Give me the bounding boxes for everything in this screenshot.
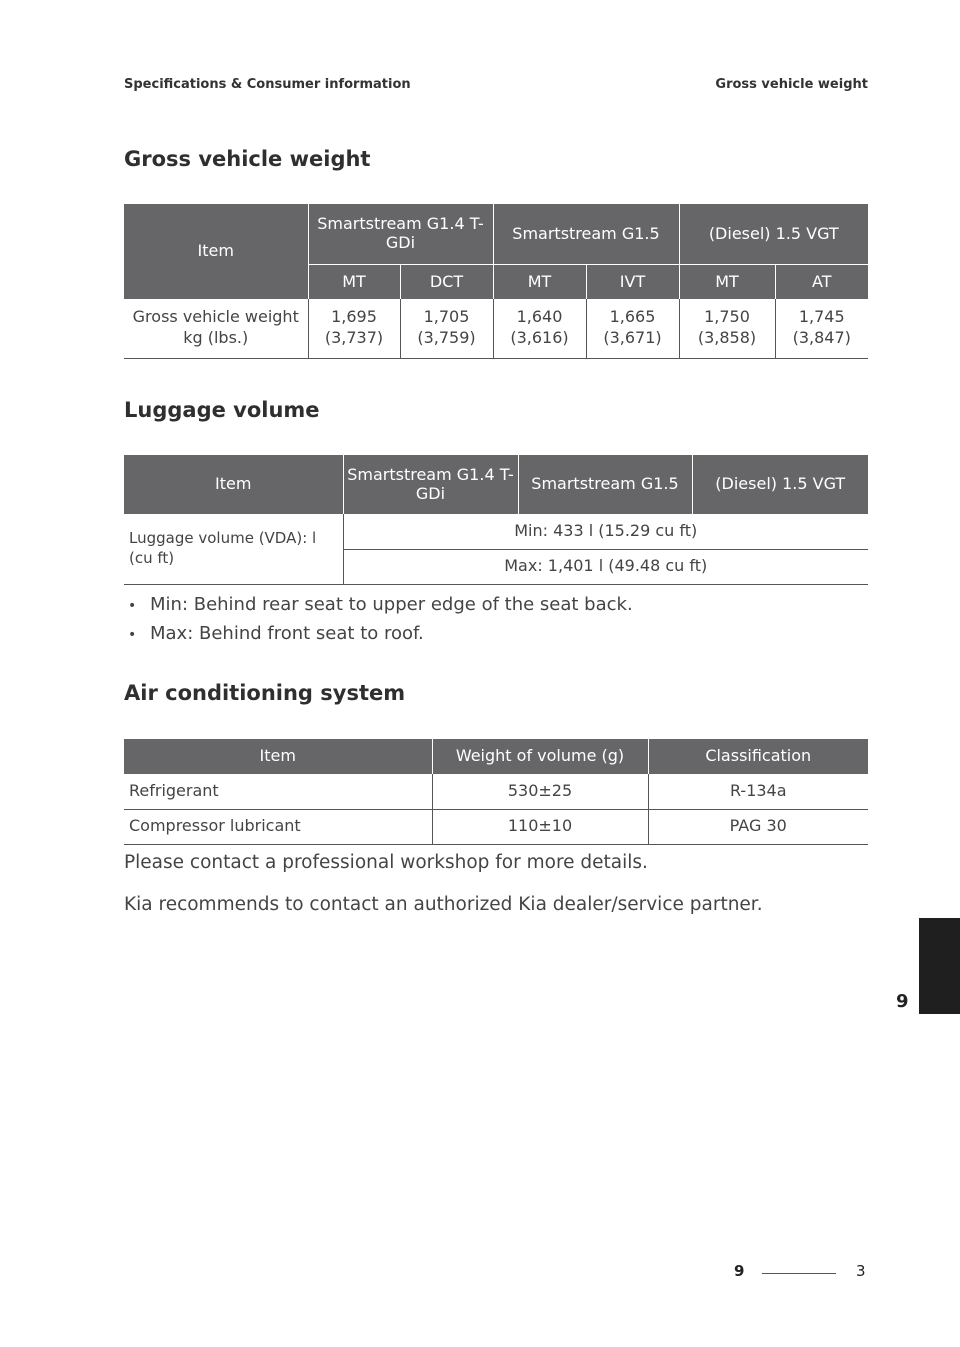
luggage-item-header: Item (124, 455, 343, 514)
ac-class-cell: R-134a (648, 774, 868, 809)
gvw-value-cell: 1,695 (3,737) (308, 299, 400, 358)
luggage-min-cell: Min: 433 l (15.29 cu ft) (343, 514, 868, 549)
ac-class-cell: PAG 30 (648, 809, 868, 844)
gvw-value-cell: 1,705 (3,759) (400, 299, 493, 358)
gvw-title: Gross vehicle weight (124, 147, 371, 171)
gvw-item-header: Item (124, 204, 308, 299)
gvw-trans-header: MT (679, 264, 775, 299)
luggage-engine-header: Smartstream G1.4 T-GDi (343, 455, 518, 514)
ac-table (124, 739, 868, 845)
gvw-trans-header: DCT (400, 264, 493, 299)
ac-weight-cell: 110±10 (432, 809, 648, 844)
gvw-engine-header: Smartstream G1.4 T-GDi (308, 204, 493, 264)
footer-note: Kia recommends to contact an authorized Kia dealer/service partner. (124, 894, 763, 915)
table-row (124, 774, 868, 809)
gvw-engine-header: Smartstream G1.5 (493, 204, 679, 264)
gvw-trans-header: MT (308, 264, 400, 299)
page-number: 3 (856, 1262, 866, 1280)
luggage-row-label: Luggage volume (VDA): l (cu ft) (124, 514, 343, 584)
gvw-trans-header: AT (775, 264, 868, 299)
list-item (124, 590, 633, 619)
gvw-row-label: Gross vehicle weight kg (lbs.) (124, 299, 308, 358)
luggage-engine-header: (Diesel) 1.5 VGT (692, 455, 868, 514)
ac-header-class: Classification (648, 739, 868, 774)
footer-note: Please contact a professional workshop for more details. (124, 852, 648, 873)
luggage-title: Luggage volume (124, 398, 320, 422)
gvw-value-cell: 1,750 (3,858) (679, 299, 775, 358)
gvw-value-cell: 1,640 (3,616) (493, 299, 586, 358)
luggage-max-cell: Max: 1,401 l (49.48 cu ft) (343, 549, 868, 584)
gvw-engine-header: (Diesel) 1.5 VGT (679, 204, 868, 264)
list-item (124, 619, 633, 648)
luggage-note-text: Min: Behind rear seat to upper edge of the seat back. (150, 594, 633, 615)
luggage-notes (124, 590, 633, 648)
gvw-value-cell: 1,665 (3,671) (586, 299, 679, 358)
chapter-tab-marker (919, 918, 960, 1014)
ac-header-item: Item (124, 739, 432, 774)
page-number-divider (762, 1273, 836, 1274)
ac-title: Air conditioning system (124, 681, 406, 705)
running-header-topic: Gross vehicle weight (715, 77, 868, 92)
page-chapter-number: 9 (734, 1262, 745, 1280)
gvw-trans-header: IVT (586, 264, 679, 299)
luggage-note-text: Max: Behind front seat to roof. (150, 623, 424, 644)
ac-item-cell: Refrigerant (124, 774, 432, 809)
bullet-icon: • (128, 598, 137, 614)
gvw-trans-header: MT (493, 264, 586, 299)
ac-weight-cell: 530±25 (432, 774, 648, 809)
gvw-value-cell: 1,745 (3,847) (775, 299, 868, 358)
bullet-icon: • (128, 627, 137, 643)
chapter-tab-number: 9 (896, 991, 909, 1012)
running-header-section: Specifications & Consumer information (124, 77, 411, 92)
table-row (124, 809, 868, 844)
luggage-engine-header: Smartstream G1.5 (518, 455, 692, 514)
gvw-table (124, 204, 868, 359)
ac-header-weight: Weight of volume (g) (432, 739, 648, 774)
luggage-table (124, 455, 868, 585)
ac-item-cell: Compressor lubricant (124, 809, 432, 844)
